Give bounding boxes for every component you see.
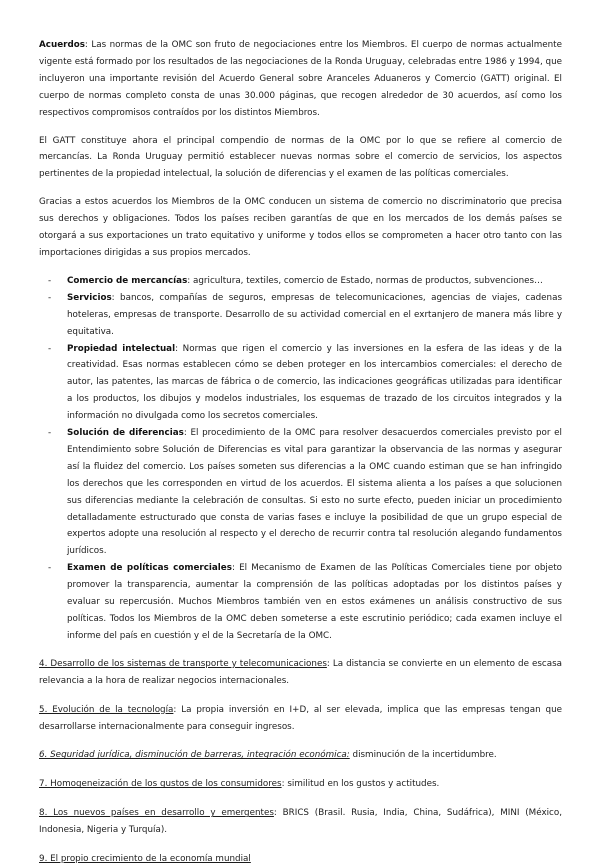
list-item-text: : El Mecanismo de Examen de las Políticas Comerciales tiene por objeto promover la transparencia, aumentar la comprensión de las políticas adoptadas por los distintos países y evaluar su repercusión. Muchos Miembros también ven en estos exámenes un análisis constructivo de sus políticas. Todos los Miembros de la OMC deben someterse a este escrutinio periódico; cada examen incluye el informe del país en cuestión y el de la Secretaría de la OMC. (67, 563, 562, 641)
list-item-term: Propiedad intelectual (67, 343, 176, 354)
section-text: : La distancia se convierte en un elemento de escasa relevancia a la hora de realizar negocios internacionales. (39, 658, 563, 686)
acuerdos-text: : Las normas de la OMC son fruto de negociaciones entre los Miembros. El cuerpo de normas actualmente vigente está formado por los resultados de las negociaciones de la Ronda Uruguay, celebradas entre 1986 y 1994, que incluyeron una importante revisión del Acuerdo General sobre Aranceles Aduaneros y Comercio (GATT) original. El cuerpo de normas completo consta de unas 30.000 páginas, que recogen alrededor de 30 acuerdos, así como los respectivos compromisos contraídos por los distintos Miembros. (39, 40, 562, 118)
acuerdos-paragraph (39, 37, 562, 122)
section-heading: 9. El propio crecimiento de la economía mundial (39, 854, 251, 865)
list-item-servicios (48, 290, 562, 341)
bullet-dash: - (48, 428, 52, 439)
list-item-term: Servicios (67, 292, 112, 303)
section-heading: 5. Evolución de la tecnología (39, 704, 174, 715)
section-heading: 7. Homogeneización de los gustos de los consumidores (39, 779, 282, 790)
list-item-text: : El procedimiento de la OMC para resolver desacuerdos comerciales previsto por el Entendimiento sobre Solución de Diferencias es vital para garantizar la observancia de las normas y asegurar así la fluidez del comercio. Los países someten sus diferencias a la OMC cuando estiman que se han infringido los derechos que les corresponden en virtud de los acuerdos. El sistema alienta a los países a que solucionen sus diferencias mediante la celebración de consultas. Si esto no surte efecto, pueden iniciar un procedimiento detalladamente estructurado que consta de varias fases e incluye la posibilidad de que un grupo especial de expertos adopte una resolución al respecto y el derecho de recurrir contra tal resolución alegando fundamentos jurídicos. (67, 428, 562, 557)
section-heading: 8. Los nuevos países en desarrollo y emergentes (39, 808, 274, 819)
gatt-paragraph: El GATT constituye ahora el principal compendio de normas de la OMC por lo que se refiere al comercio de mercancías. La Ronda Uruguay permitió establecer nuevas normas sobre el comercio de servicios, los aspectos pertinentes de la propiedad intelectual, la solución de diferencias y el examen de las políticas comerciales. (39, 135, 562, 180)
list-item-term: Examen de políticas comerciales (67, 563, 232, 574)
list-item-text: : bancos, compañías de seguros, empresas de telecomunicaciones, agencias de viajes, cadenas hoteleras, empresas de transporte. Desarrollo de su actividad comercial en el exrtanjero de manera más libre y equitativa. (67, 292, 562, 337)
list-item-propiedad-intelectual (48, 341, 562, 426)
gracias-paragraph: Gracias a estos acuerdos los Miembros de la OMC conducen un sistema de comercio no discriminatorio que precisa sus derechos y obligaciones. Todos los países reciben garantías de que en los mercados de los demás países se otorgará a sus exportaciones un trato equitativo y uniforme y todos ellos se comprometen a hacer otro tanto con las importaciones dirigidas a sus propios mercados. (39, 197, 562, 258)
acuerdos-term: Acuerdos (39, 40, 85, 50)
section-7-homogeneizacion (39, 776, 562, 793)
section-heading: 4. Desarrollo de los sistemas de transporte y telecomunicaciones (39, 658, 327, 669)
agreements-list (39, 273, 562, 645)
list-item-term: Solución de diferencias (67, 428, 184, 439)
section-text: : similitud en los gustos y actitudes. (281, 779, 440, 790)
list-item-text: : Normas que rigen el comercio y las inversiones en la esfera de las ideas y de la creatividad. Esas normas establecen cómo se deben proteger en los intercambios comerciales: el derecho de autor, las patentes, las marcas de fábrica o de comercio, las indicaciones geográficas utilizadas para identificar a los productos, los dibujos y modelos industriales, los esquemas de trazado de los circuitos integrados y la información no divulgada como los secretos comerciales. (67, 343, 562, 422)
section-6-seguridad-juridica (39, 747, 562, 764)
section-heading-italic: 6. Seguridad jurídica, disminución de barreras, integración económica: (39, 750, 350, 761)
bullet-dash: - (48, 563, 52, 574)
section-4-transporte (39, 656, 562, 690)
section-text: disminución de la incertidumbre. (349, 750, 497, 761)
list-item-solucion-diferencias (48, 425, 562, 560)
section-5-tecnologia (39, 702, 562, 736)
list-item-text: : agricultura, textiles, comercio de Estado, normas de productos, subvenciones… (187, 275, 543, 286)
section-9-crecimiento (39, 851, 562, 868)
list-item-comercio-mercancias (48, 273, 562, 290)
section-text: : BRICS (Brasil. Rusia, India, China, Sudáfrica), MINI (México, Indonesia, Nigeria y Turquía). (39, 808, 563, 836)
list-item-term: Comercio de mercancías (67, 275, 188, 286)
bullet-dash: - (48, 343, 52, 354)
bullet-dash: - (48, 292, 52, 303)
section-text: : La propia inversión en I+D, al ser elevada, implica que las empresas tengan que desarrollarse internacionalmente para conseguir ingresos. (39, 704, 562, 732)
list-item-examen-politicas (48, 560, 562, 645)
bullet-dash: - (48, 275, 52, 286)
section-8-paises-emergentes (39, 805, 562, 839)
section-heading (39, 750, 350, 760)
